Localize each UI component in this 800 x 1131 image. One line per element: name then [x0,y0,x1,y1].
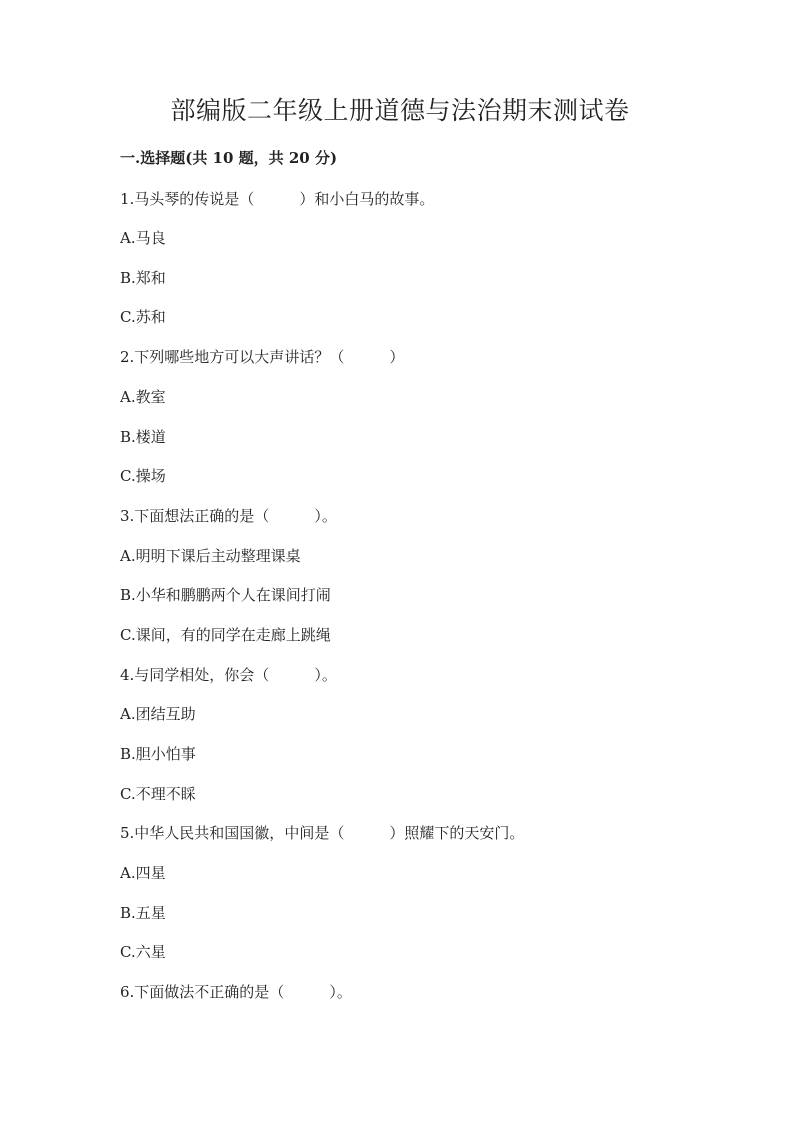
question-stem: 1.马头琴的传说是（ ）和小白马的故事。 [120,190,435,208]
question-stem: 2.下列哪些地方可以大声讲话？（ ） [120,348,405,366]
question-option: C.操场 [120,467,166,485]
question-stem: 5.中华人民共和国国徽，中间是（ ）照耀下的天安门。 [120,824,525,842]
question-option: A.马良 [120,229,166,247]
question-option: A.教室 [120,388,166,406]
question-option: C.课间，有的同学在走廊上跳绳 [120,626,331,644]
page-title: 部编版二年级上册道德与法治期末测试卷 [170,96,630,125]
question-option: B.胆小怕事 [120,745,196,763]
question-option: B.郑和 [120,269,166,287]
question-stem: 6.下面做法不正确的是（ ）。 [120,983,352,1001]
question-option: B.小华和鹏鹏两个人在课间打闹 [120,586,331,604]
question-stem: 3.下面想法正确的是（ ）。 [120,507,337,525]
question-option: B.五星 [120,904,166,922]
question-option: A.团结互助 [120,705,196,723]
question-option: C.六星 [120,943,166,961]
question-stem: 4.与同学相处，你会（ ）。 [120,666,337,684]
question-option: A.明明下课后主动整理课桌 [120,547,301,565]
question-option: C.苏和 [120,308,166,326]
section-heading: 一.选择题(共 10 题，共 20 分) [120,149,338,167]
question-option: A.四星 [120,864,166,882]
question-option: C.不理不睬 [120,785,196,803]
question-option: B.楼道 [120,428,166,446]
